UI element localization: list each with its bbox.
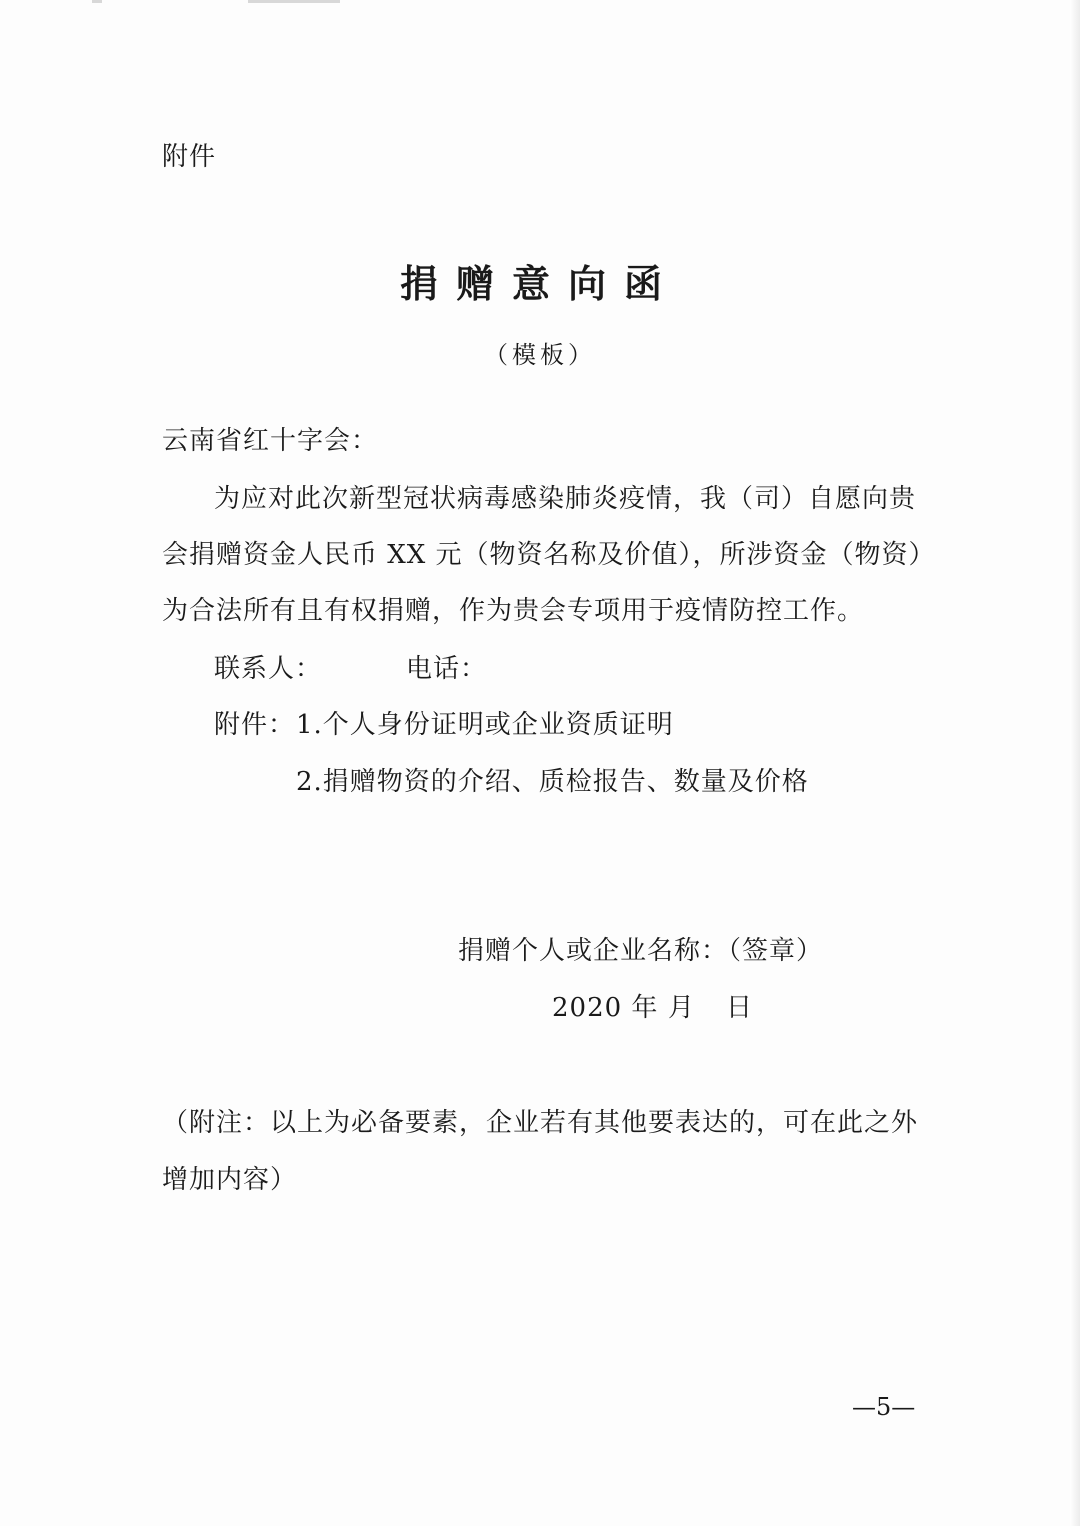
- body-line: 为应对此次新型冠状病毒感染肺炎疫情，我（司）自愿向贵: [214, 484, 917, 514]
- attachments-label: 附件：: [214, 710, 296, 740]
- page-number: —5—: [852, 1393, 916, 1421]
- body-line: 会捐赠资金人民币 XX 元（物资名称及价值），所涉资金（物资）: [162, 540, 936, 570]
- scan-artifact: [248, 0, 340, 3]
- document-subtitle: （模板）: [484, 341, 596, 369]
- attachment-item: 1.个人身份证明或企业资质证明: [296, 710, 674, 740]
- attachment-item: 2.捐赠物资的介绍、质检报告、数量及价格: [296, 767, 809, 797]
- date-year: 2020 年: [552, 993, 659, 1023]
- contact-phone-label: 电话：: [406, 654, 488, 684]
- attachment-label: 附件: [162, 142, 217, 172]
- scan-artifact: [92, 0, 102, 3]
- date-day: 日: [726, 993, 754, 1023]
- salutation: 云南省红十字会：: [162, 426, 379, 456]
- date-month: 月: [668, 993, 696, 1023]
- contact-person-label: 联系人：: [214, 654, 323, 684]
- note-line: 增加内容）: [162, 1165, 298, 1195]
- scan-page-edge: [1070, 0, 1080, 1526]
- body-line: 为合法所有且有权捐赠，作为贵会专项用于疫情防控工作。: [162, 596, 865, 626]
- signer-line: 捐赠个人或企业名称：（签章）: [458, 936, 824, 966]
- document-title: 捐赠意向函: [399, 261, 680, 306]
- note-line: （附注：以上为必备要素，企业若有其他要表达的，可在此之外: [162, 1108, 919, 1138]
